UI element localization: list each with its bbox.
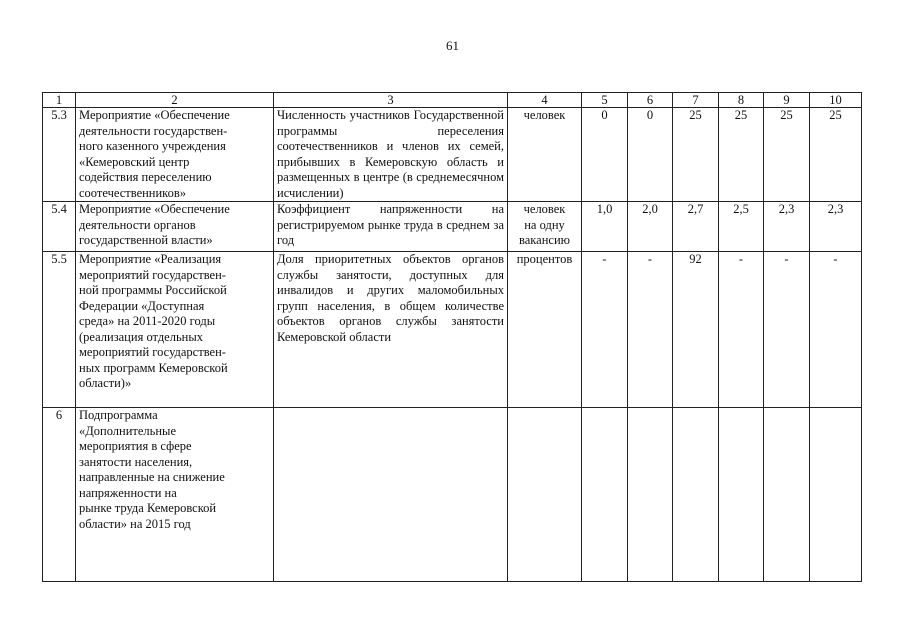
value-cell: 2,3: [764, 202, 810, 252]
value-cell: [810, 408, 862, 582]
value-cell: -: [810, 252, 862, 408]
unit-cell: [508, 252, 582, 408]
indicator-text: Доля приоритетных объектов органов службы занятости, доступных для инвалидов и других маломобильных групп населения, в общем количестве объектов органов службы занятости Кемеровской области: [277, 252, 504, 344]
value-cell: 2,0: [628, 202, 673, 252]
column-header: 1: [43, 93, 76, 108]
measure-name: Мероприятие «Обеспечение деятельности органов государственной власти»: [79, 202, 230, 247]
value-cell: 2,7: [673, 202, 719, 252]
measure-name-cell: [76, 252, 274, 408]
value-cell: 25: [810, 108, 862, 202]
value-cell: 2,3: [810, 202, 862, 252]
column-header: 3: [274, 93, 508, 108]
unit-cell: [508, 408, 582, 582]
value-cell: -: [719, 252, 764, 408]
unit-text: человек: [523, 108, 566, 122]
value-cell: -: [582, 252, 628, 408]
measure-name: Мероприятие «Реализация мероприятий государствен- ной программы Российской Федерации «Доступная среда» на 2011-2020 годы (реализация отдельных мероприятий государствен- ных программ Кемеровской области)»: [79, 252, 228, 390]
indicators-table: [42, 92, 862, 582]
indicator-cell: [274, 252, 508, 408]
unit-cell: [508, 202, 582, 252]
row-number: 5.5: [43, 252, 76, 408]
indicator-text: Численность участников Государственной программы переселения соотечественников и членов их семей, прибывших в Кемеровскую область и размещенных в центре (в среднемесячном исчислении): [277, 108, 504, 200]
value-cell: [582, 408, 628, 582]
indicator-cell: [274, 202, 508, 252]
table-row: [43, 252, 862, 408]
value-cell: 1,0: [582, 202, 628, 252]
column-header: 5: [582, 93, 628, 108]
indicator-cell: [274, 408, 508, 582]
column-header: 9: [764, 93, 810, 108]
value-cell: -: [628, 252, 673, 408]
value-cell: 25: [673, 108, 719, 202]
page-number: 61: [446, 38, 459, 53]
indicator-cell: [274, 108, 508, 202]
column-header: 8: [719, 93, 764, 108]
measure-name: Мероприятие «Обеспечение деятельности государствен- ного казенного учреждения «Кемеровский центр содействия переселению соотечественников»: [79, 108, 230, 200]
column-header: 7: [673, 93, 719, 108]
unit-text: процентов: [516, 252, 573, 266]
value-cell: 25: [719, 108, 764, 202]
value-cell: 92: [673, 252, 719, 408]
measure-name-cell: [76, 108, 274, 202]
value-cell: [764, 408, 810, 582]
value-cell: 2,5: [719, 202, 764, 252]
measure-name: Подпрограмма «Дополнительные мероприятия в сфере занятости населения, направленные на снижение напряженности на рынке труда Кемеровской области» на 2015 год: [79, 408, 225, 531]
column-header: 10: [810, 93, 862, 108]
unit-cell: [508, 108, 582, 202]
row-number: 5.3: [43, 108, 76, 202]
value-cell: [673, 408, 719, 582]
column-header: 4: [508, 93, 582, 108]
value-cell: 25: [764, 108, 810, 202]
value-cell: 0: [582, 108, 628, 202]
row-number: 5.4: [43, 202, 76, 252]
table-row: [43, 202, 862, 252]
unit-text: человек на одну вакансию: [519, 202, 570, 247]
column-header: 2: [76, 93, 274, 108]
table-row: [43, 408, 862, 582]
value-cell: 0: [628, 108, 673, 202]
indicator-text: Коэффициент напряженности на регистрируемом рынке труда в среднем за год: [277, 202, 504, 247]
header-row: [43, 93, 862, 108]
value-cell: [719, 408, 764, 582]
column-header: 6: [628, 93, 673, 108]
measure-name-cell: [76, 408, 274, 582]
row-number: 6: [43, 408, 76, 582]
value-cell: -: [764, 252, 810, 408]
table-row: [43, 108, 862, 202]
value-cell: [628, 408, 673, 582]
measure-name-cell: [76, 202, 274, 252]
